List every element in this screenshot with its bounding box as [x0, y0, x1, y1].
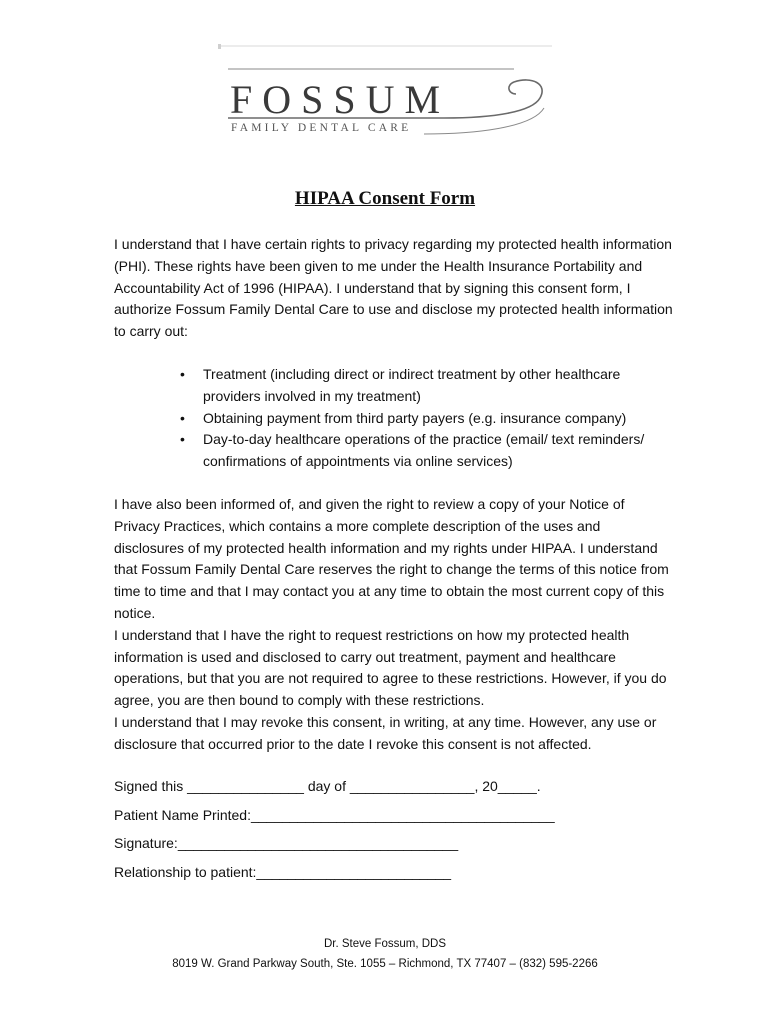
logo-subtitle: FAMILY DENTAL CARE	[231, 122, 412, 134]
form-title: HIPAA Consent Form	[294, 188, 476, 209]
signature-field[interactable]: Signature:____________________________________	[114, 835, 459, 851]
list-item-text: Obtaining payment from third party payers (e.g. insurance company)	[203, 409, 627, 426]
revoke-paragraph: I understand that I may revoke this consent, in writing, at any time. However, any use or disclosure that occurred prior to the date I revoke this consent is not affected.	[114, 713, 657, 752]
footer-address: 8019 W. Grand Parkway South, Ste. 1055 – Richmond, TX 77407 – (832) 595-2266	[172, 958, 598, 970]
list-item-text: Day-to-day healthcare operations of the practice (email/ text reminders/ confirmations of appointments via online services)	[203, 431, 645, 470]
intro-text: I understand that I have certain rights to privacy regarding my protected health information (PHI). These rights have been given to me under the Health Insurance Portability and Accountability Act of 1996 (HIPAA). I understand that by signing this consent form, I authorize Fossum Family Dental Care to use and disclose my protected health information to carry out:	[114, 236, 673, 340]
bullet-icon: •	[180, 409, 185, 426]
list-item-text: Treatment (including direct or indirect treatment by other healthcare providers involved in my treatment)	[203, 366, 621, 404]
patient-name-field[interactable]: Patient Name Printed:_______________________________________	[114, 806, 555, 823]
relationship-field[interactable]: Relationship to patient:_________________________	[114, 863, 452, 880]
bullet-icon: •	[180, 366, 185, 382]
logo-name: FOSSUM	[230, 77, 451, 122]
signature-block	[114, 776, 674, 890]
footer	[0, 934, 770, 974]
notice-paragraphs	[114, 494, 674, 756]
intro-paragraph	[114, 234, 674, 343]
list-item	[178, 408, 678, 430]
restrictions-paragraph: I understand that I have the right to request restrictions on how my protected health information is used and disclosed to carry out treatment, payment and healthcare operations, but that you are not required to agree to these restrictions. However, if you do agree, you are then bound to comply with these restrictions.	[114, 626, 667, 709]
signed-date-field[interactable]: Signed this _______________ day of ________________, 20_____.	[114, 778, 541, 794]
bullet-icon: •	[180, 431, 185, 448]
purpose-list	[178, 364, 678, 473]
notice-of-privacy-paragraph: I have also been informed of, and given the right to review a copy of your Notice of Privacy Practices, which contains a more complete description of the uses and disclosures of my protected health information and my rights under HIPAA. I understand that Fossum Family Dental Care reserves the right to change the terms of this notice from time to time and that I may contact you at any time to obtain the most current copy of this notice.	[114, 496, 669, 621]
list-item	[178, 429, 678, 473]
list-item	[178, 364, 678, 408]
fossum-logo	[214, 42, 554, 152]
footer-doctor: Dr. Steve Fossum, DDS	[323, 938, 447, 950]
